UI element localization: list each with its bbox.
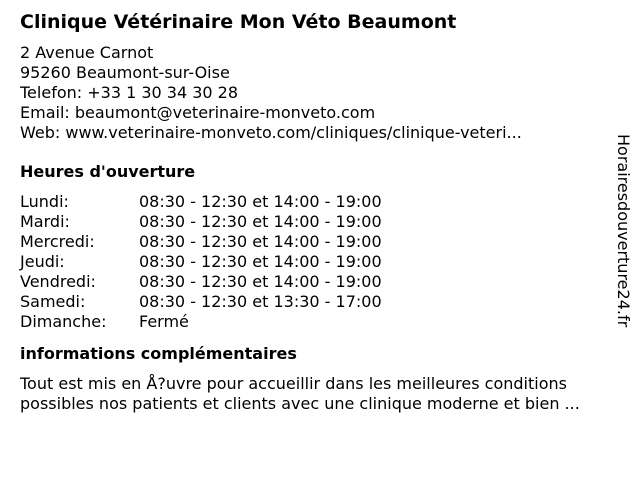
opening-hours-heading: Heures d'ouverture — [20, 162, 196, 181]
clinic-card — [20, 10, 610, 414]
additional-info-heading: informations complémentaires — [20, 344, 297, 363]
address-city: 95260 Beaumont-sur-Oise — [20, 63, 230, 82]
additional-info-line-2: possibles nos patients et clients avec une clinique moderne et bien ... — [20, 394, 580, 413]
time-value: 08:30 - 12:30 et 14:00 - 19:00 — [139, 212, 382, 231]
day-label: Mercredi: — [20, 232, 95, 251]
hours-row-friday — [20, 272, 610, 292]
additional-info-line-1: Tout est mis en Å?uvre pour accueillir dans les meilleures conditions — [20, 374, 567, 393]
address-street: 2 Avenue Carnot — [20, 43, 154, 62]
day-label: Samedi: — [20, 292, 86, 311]
time-value: Fermé — [139, 312, 189, 331]
day-label: Mardi: — [20, 212, 70, 231]
day-label: Jeudi: — [20, 252, 65, 271]
day-label: Lundi: — [20, 192, 69, 211]
time-value: 08:30 - 12:30 et 14:00 - 19:00 — [139, 252, 382, 271]
email-line[interactable]: Email: beaumont@veterinaire-monveto.com — [20, 103, 376, 122]
time-value: 08:30 - 12:30 et 14:00 - 19:00 — [139, 192, 382, 211]
hours-row-tuesday — [20, 212, 610, 232]
hours-row-thursday — [20, 252, 610, 272]
day-label: Vendredi: — [20, 272, 96, 291]
hours-row-saturday — [20, 292, 610, 312]
time-value: 08:30 - 12:30 et 13:30 - 17:00 — [139, 292, 382, 311]
time-value: 08:30 - 12:30 et 14:00 - 19:00 — [139, 232, 382, 251]
time-value: 08:30 - 12:30 et 14:00 - 19:00 — [139, 272, 382, 291]
phone-line[interactable]: Telefon: +33 1 30 34 30 28 — [20, 83, 239, 102]
clinic-title: Clinique Vétérinaire Mon Véto Beaumont — [20, 11, 457, 33]
site-watermark: Horairesdouverture24.fr — [614, 134, 633, 328]
hours-row-sunday — [20, 312, 610, 332]
day-label: Dimanche: — [20, 312, 107, 331]
website-line[interactable]: Web: www.veterinaire-monveto.com/cliniques/clinique-veteri... — [20, 123, 522, 142]
hours-row-wednesday — [20, 232, 610, 252]
hours-row-monday — [20, 192, 610, 212]
